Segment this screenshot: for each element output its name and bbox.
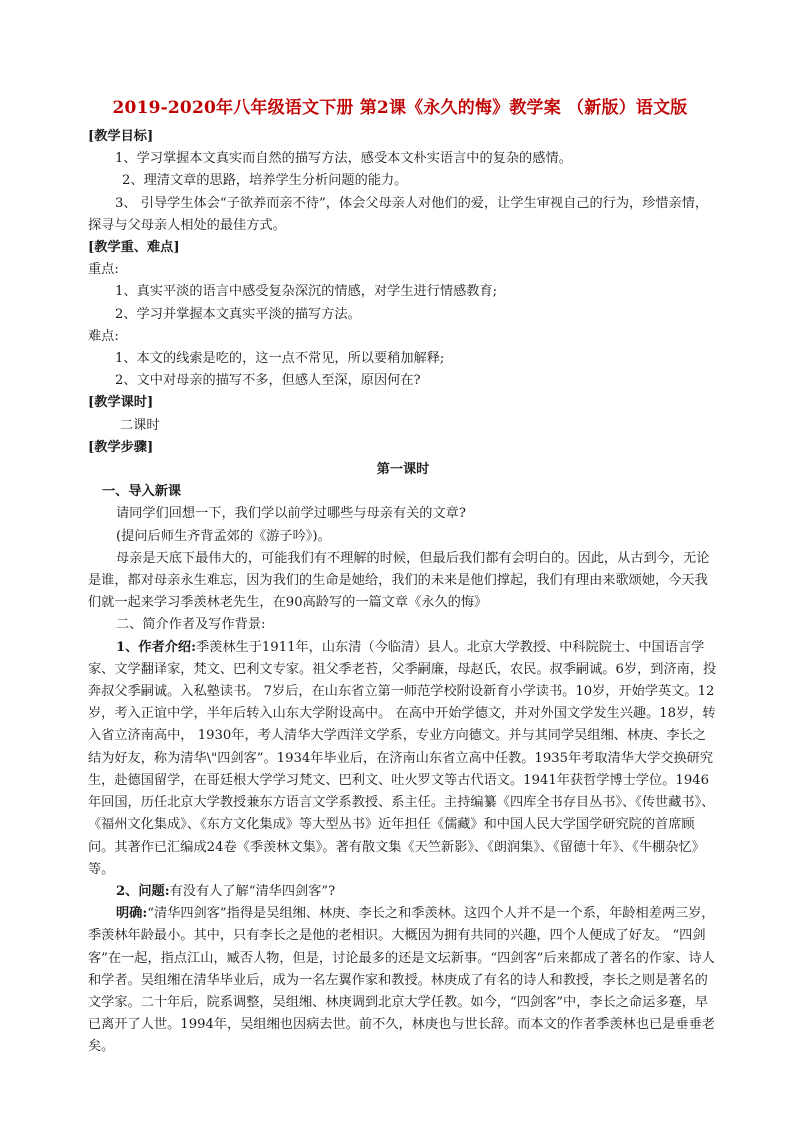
- hours-heading: [教学课时]: [88, 395, 154, 411]
- document-body: [88, 126, 718, 1059]
- intro-paragraph: 请同学们回想一下，我们学以前学过哪些与母亲有关的文章?: [116, 506, 466, 522]
- answer-label: 明确:: [116, 906, 148, 922]
- document-title: 2019-2020年八年级语文下册 第2课《永久的悔》教学案 （新版）语文版: [112, 98, 688, 118]
- author-label: 1、作者介绍:: [116, 639, 196, 655]
- answer-paragraph: [88, 903, 718, 1058]
- key-point: 2、学习并掌握本文真实平淡的描写方法。: [115, 306, 361, 322]
- answer-text: “清华四剑客”指得是吴组缃、林庚、李长之和季羡林。这四个人并不是一个系，年龄相差两三岁，季羡林年龄最小。其中，只有李长之是他的老相识。大概因为拥有共同的兴趣，四个人便成了好友。 “四剑客”在一起，指点江山，臧否人物，但是，讨论最多的还是文坛新事。“四剑客”后来都成了著名的作家、诗人和学者。吴组缃在清华毕业后，成为一名左翼作家和教授。林庚成了有名的诗人和教授，李长之则是著名的文学家。二十年后，院系调整，吴组缃、林庚调到北京大学任教。如今，“四剑客”中，李长之命运多蹇，早已离开了人世。1994年，吴组缃也因病去世。前不久，林庚也与世长辞。而本文的作者季羡林也已是垂垂老矣。: [88, 906, 715, 1055]
- intro-paragraph: 母亲是天底下最伟大的，可能我们有不理解的时候，但最后我们都有会明白的。因此，从古到今，无论是谁，都对母亲永生难忘，因为我们的生命是她给，我们的未来是他们撑起，我们有理由来歌颂她，今天我们就一起来学习季羡林老先生，在90高龄写的一篇文章《永久的悔》: [88, 550, 710, 611]
- steps-heading: [教学步骤]: [88, 439, 154, 455]
- goals-heading: [教学目标]: [88, 129, 154, 144]
- author-heading: 二、简介作者及写作背景:: [116, 617, 266, 633]
- goal-item: 2、理清文章的思路，培养学生分析问题的能力。: [122, 173, 408, 189]
- intro-heading: 一、导入新课: [102, 484, 182, 500]
- question-text: 有没有人了解“清华四剑客”?: [169, 883, 336, 899]
- key-point: 1、真实平淡的语言中感受复杂深沉的情感，对学生进行情感教育;: [115, 284, 498, 300]
- difficult-point: 1、本文的线索是吃的，这一点不常见，所以要稍加解释;: [115, 351, 445, 367]
- key-heading: [教学重、难点]: [88, 240, 180, 256]
- question-paragraph: [88, 881, 718, 903]
- hours-value: 二课时: [120, 417, 160, 433]
- question-label: 2、问题:: [116, 883, 170, 899]
- lesson1-heading: 第一课时: [376, 462, 430, 478]
- difficult-label: 难点:: [88, 328, 119, 344]
- key-label: 重点:: [88, 262, 119, 278]
- author-paragraph: [88, 637, 718, 881]
- difficult-point: 2、文中对母亲的描写不多，但感人至深，原因何在?: [115, 373, 421, 389]
- intro-paragraph: (提问后师生齐背孟郊的《游子吟》)。: [116, 528, 331, 544]
- author-text: 季羡林生于1911年，山东清（今临清）县人。北京大学教授、中科院院士、中国语言学家、文学翻译家，梵文、巴利文专家。祖父季老苔，父季嗣廉，母赵氏，农民。叔季嗣诚。6岁，到济南，投奔叔父季嗣诚。入私塾读书。 7岁后，在山东省立第一师范学校附设新育小学读书。10岁，开始学英文。12 岁，考入正谊中学，半年后转入山东大学附设高中。 在高中开始学德文，并对外国文学发生兴趣。18岁，转入省立济南高中， 1930年，考人清华大学西洋文学系，专业方向德文。并与其同学吴组缃、林庚、李长之结为好友，称为清华\"四剑客”。1934年毕业后，在济南山东省立高中任教。1935年考取清华大学交换研究生，赴德国留学，在哥廷根大学学习梵文、巴利文、吐火罗文等古代语文。1941年获哲学博士学位。1946年回国，历任北京大学教授兼东方语言文学系教授、系主任。主持编纂《四库全书存目丛书》、《传世藏书》、《福州文化集成》、《东方文化集成》等大型丛书》近年担任《儒藏》和中国人民大学国学研究院的首席顾问。其著作已汇编成24卷《季羡林文集》。著有散文集《天竺新影》、《朗润集》、《留德十年》、《牛棚杂忆》等。: [88, 639, 717, 877]
- goal-item: 3、 引导学生体会“子欲养而亲不待”，体会父母亲人对他们的爱，让学生审视自己的行为，珍惜亲情，探寻与父母亲人相处的最佳方式。: [88, 195, 709, 233]
- goal-item: 1、学习掌握本文真实而自然的描写方法，感受本文朴实语言中的复杂的感情。: [115, 151, 572, 167]
